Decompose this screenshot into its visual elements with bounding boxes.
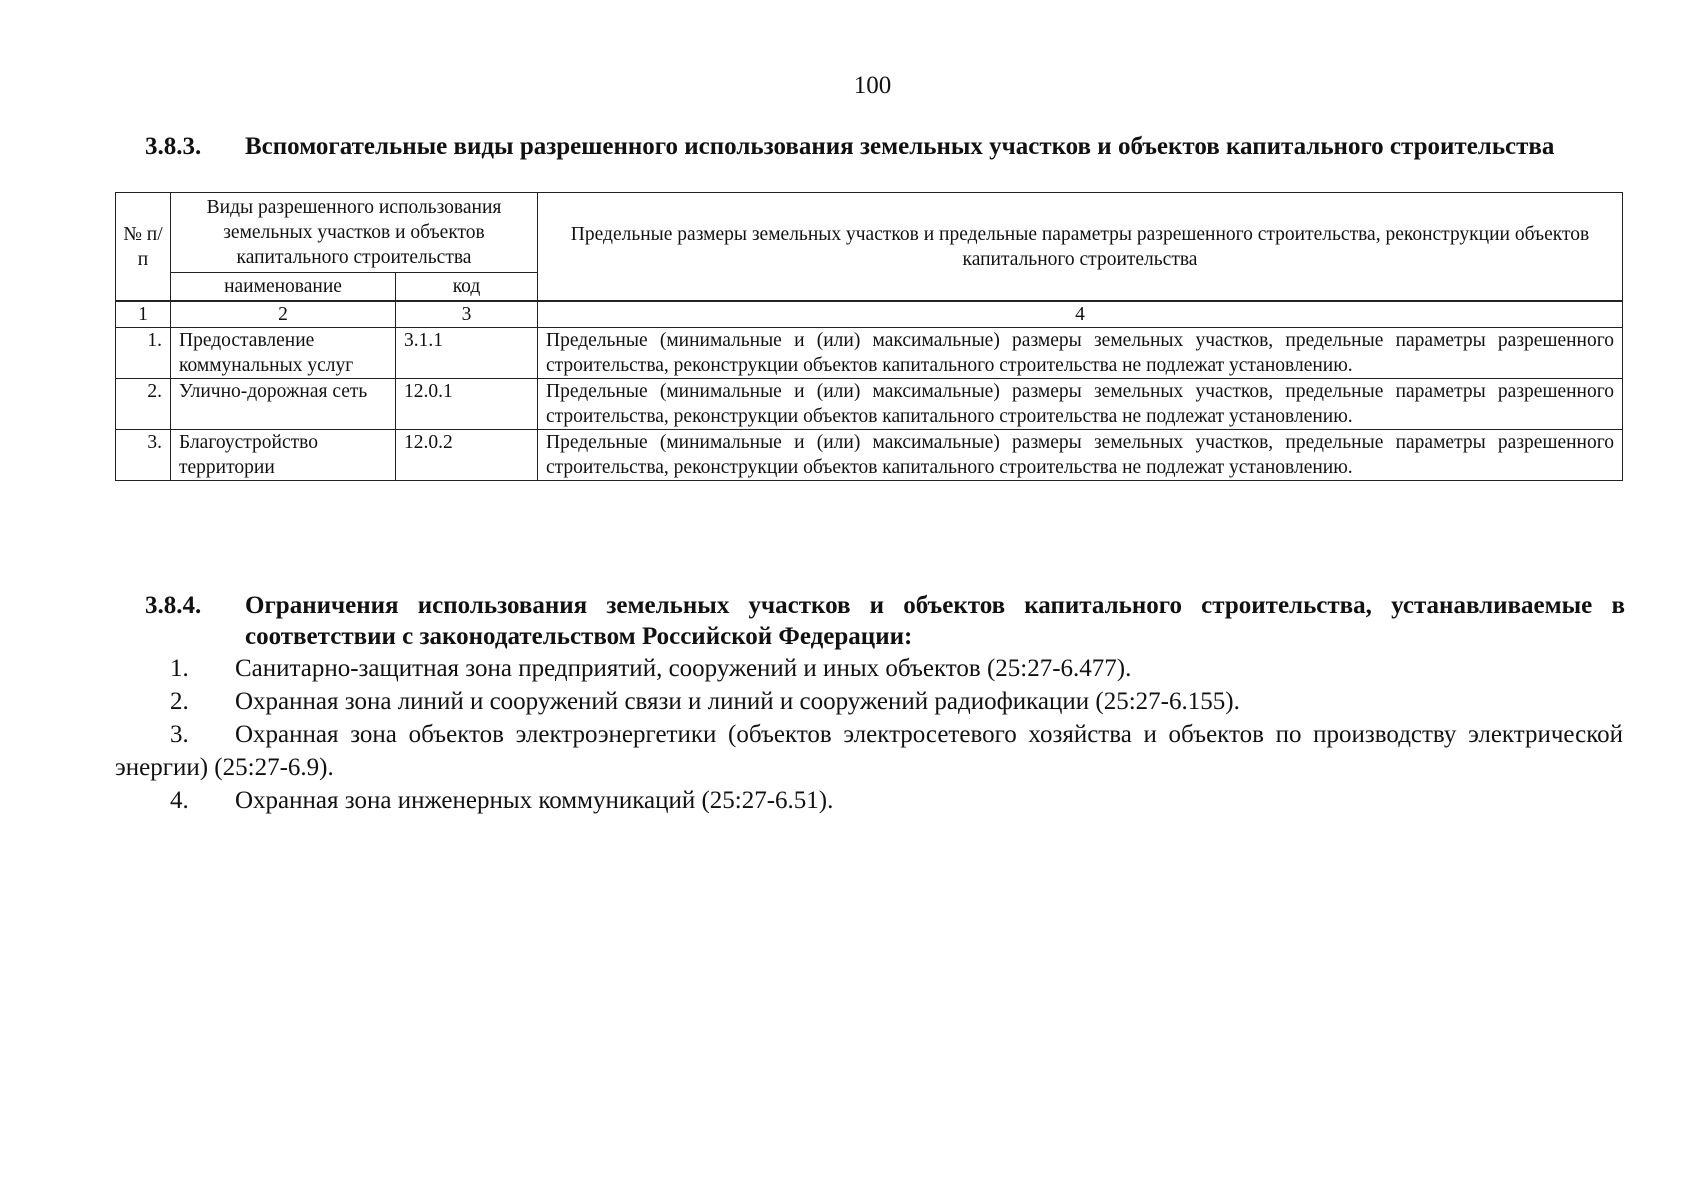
header-cell-type-group: Виды разрешенного использования земельных участков и объектов капитального строительства [171,193,538,273]
header-cell-number: № п/п [116,193,171,301]
row-number: 1. [116,328,171,379]
table-row [116,430,1623,481]
header-cell-name: наименование [171,273,396,301]
row-code: 12.0.2 [396,430,538,481]
section-title: Ограничения использования земельных участков и объектов капитального строительства, устанавливаемые в соответствии с законодательством Российской Федерации: [245,592,1625,650]
item-number: 4. [170,787,189,814]
row-limits: Предельные (минимальные и (или) максимальные) размеры земельных участков, предельные параметры разрешенного строительства, реконструкции объектов капитального строительства не подлежат установлению. [538,328,1623,379]
item-number: 3. [170,721,189,748]
table-body [115,301,1623,481]
column-number: 2 [171,302,396,328]
item-number: 2. [170,688,189,715]
section-number: 3.8.4. [145,592,202,619]
column-number: 1 [116,302,171,328]
row-limits: Предельные (минимальные и (или) максимальные) размеры земельных участков, предельные параметры разрешенного строительства, реконструкции объектов капитального строительства не подлежат установлению. [538,379,1623,430]
restriction-item [115,685,1623,718]
section-number: 3.8.3. [145,133,202,160]
header-cell-code: код [396,273,538,301]
table-row [116,328,1623,379]
item-text: Охранная зона объектов электроэнергетики (объектов электросетевого хозяйства и объектов по производству электрической энергии) (25:27-6.9). [115,721,1623,781]
section-heading-3-8-4 [145,590,1625,652]
header-cell-limits: Предельные размеры земельных участков и предельные параметры разрешенного строительства, реконструкции объектов капитального строительства [538,193,1623,301]
row-name: Предоставление коммунальных услуг [171,328,396,379]
column-number-row [116,302,1623,328]
section-heading-3-8-3 [145,131,1625,162]
item-text: Охранная зона инженерных коммуникаций (25:27-6.51). [235,787,834,814]
row-limits: Предельные (минимальные и (или) максимальные) размеры земельных участков, предельные параметры разрешенного строительства, реконструкции объектов капитального строительства не подлежат установлению. [538,430,1623,481]
row-code: 12.0.1 [396,379,538,430]
item-text: Санитарно-защитная зона предприятий, сооружений и иных объектов (25:27-6.477). [235,655,1132,682]
restriction-item [115,784,1623,817]
row-name: Улично-дорожная сеть [171,379,396,430]
row-number: 2. [116,379,171,430]
item-text: Охранная зона линий и сооружений связи и линий и сооружений радиофикации (25:27-6.155). [235,688,1240,715]
column-number: 3 [396,302,538,328]
page-number: 100 [853,72,892,99]
section-title: Вспомогательные виды разрешенного использования земельных участков и объектов капитального строительства [245,133,1555,160]
column-number: 4 [538,302,1623,328]
table-header [115,192,1623,301]
restriction-item [115,652,1623,685]
table-row [116,379,1623,430]
item-number: 1. [170,655,189,682]
restriction-item [115,718,1623,784]
row-code: 3.1.1 [396,328,538,379]
row-number: 3. [116,430,171,481]
row-name: Благоустройство территории [171,430,396,481]
